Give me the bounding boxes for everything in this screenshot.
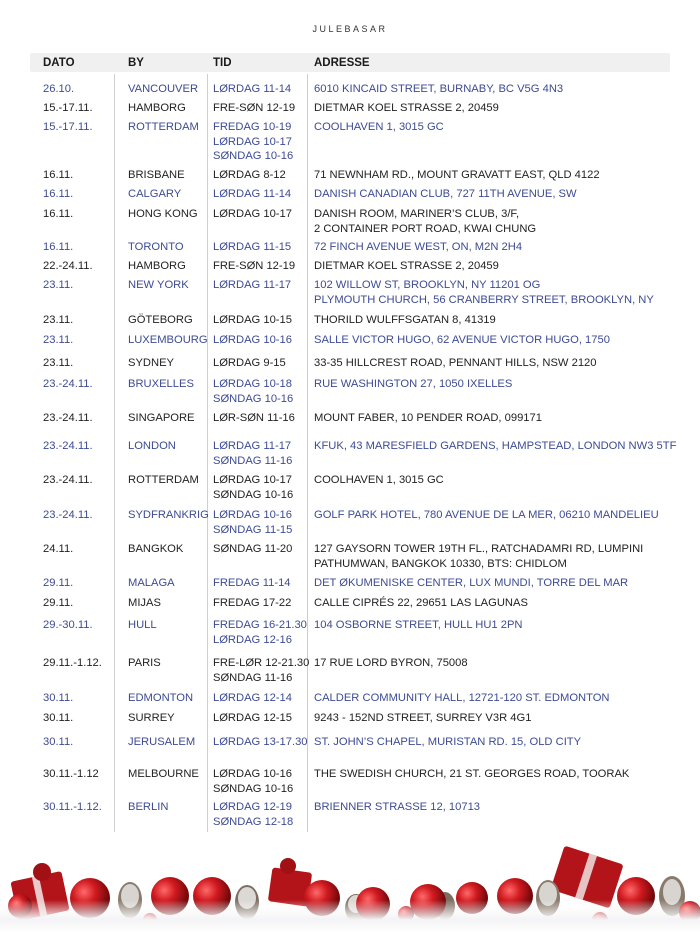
event-date: 16.11. (43, 169, 74, 181)
event-address (314, 278, 654, 307)
event-city: BANGKOK (128, 543, 184, 555)
event-time-line: FRE-LØR 12-21.30 (213, 657, 310, 669)
event-address-line: THE SWEDISH CHURCH, 21 ST. GEORGES ROAD, TOORAK (314, 768, 630, 780)
column-divider (307, 74, 308, 832)
event-time-line: SØNDAG 11-16 (213, 454, 293, 467)
event-address-line: KFUK, 43 MARESFIELD GARDENS, HAMPSTEAD, LONDON NW3 5TF (314, 440, 677, 452)
event-address-line: MOUNT FABER, 10 PENDER ROAD, 099171 (314, 412, 542, 424)
event-address (314, 767, 629, 782)
event-time-line: SØNDAG 10-16 (213, 150, 294, 162)
event-city: MIJAS (128, 597, 161, 609)
event-time-line: LØRDAG 12-14 (213, 692, 292, 704)
event-time (213, 207, 292, 222)
event-address (314, 240, 522, 255)
event-address (314, 356, 596, 371)
event-address-line: 2 CONTAINER PORT ROAD, KWAI CHUNG (314, 222, 537, 235)
event-time-line: LØRDAG 10-17 (213, 474, 292, 486)
column-divider (114, 74, 115, 832)
event-date: 23.-24.11. (43, 412, 93, 424)
event-time-line: LØRDAG 11-17 (213, 440, 292, 452)
event-time (213, 120, 293, 164)
event-time-line: LØRDAG 12-16 (213, 633, 292, 646)
event-address-line: 33-35 HILLCREST ROAD, PENNANT HILLS, NSW 2120 (314, 357, 597, 369)
event-city: EDMONTON (128, 692, 194, 704)
event-address-line: DIETMAR KOEL STRASSE 2, 20459 (314, 102, 499, 114)
event-address (314, 576, 628, 591)
event-address-line: DIETMAR KOEL STRASSE 2, 20459 (314, 260, 499, 272)
event-time-line: SØNDAG 11-20 (213, 543, 293, 555)
event-date: 24.11. (43, 543, 74, 555)
event-time-line: LØRDAG 9-15 (213, 357, 286, 369)
event-date: 15.-17.11. (43, 121, 93, 133)
event-address (314, 101, 499, 116)
event-time-line: LØRDAG 10-16 (213, 334, 292, 346)
event-date: 23.-24.11. (43, 474, 93, 486)
event-time-line: LØRDAG 11-15 (213, 241, 292, 253)
event-time-line: LØRDAG 12-19 (213, 801, 292, 813)
event-address-line: CALDER COMMUNITY HALL, 12721-120 ST. EDMONTON (314, 692, 610, 704)
event-address (314, 411, 542, 426)
event-address (314, 120, 444, 135)
event-address-line: COOLHAVEN 1, 3015 GC (314, 121, 444, 133)
event-time-line: LØRDAG 10-15 (213, 314, 292, 326)
event-time-line: SØNDAG 10-16 (213, 782, 294, 795)
event-address (314, 187, 577, 202)
event-address-line: RUE WASHINGTON 27, 1050 IXELLES (314, 378, 513, 390)
event-address-line: 102 WILLOW ST, BROOKLYN, NY 11201 OG (314, 279, 541, 291)
event-time (213, 439, 292, 468)
event-time-line: LØRDAG 10-16 (213, 509, 292, 521)
event-date: 30.11.-1.12. (43, 801, 102, 813)
event-time-line: LØRDAG 8-12 (213, 169, 286, 181)
event-date: 23.-24.11. (43, 378, 93, 390)
event-time-line: LØRDAG 10-17 (213, 208, 292, 220)
event-time-line: FREDAG 11-14 (213, 577, 291, 589)
event-address (314, 168, 600, 183)
event-time-line: SØNDAG 10-16 (213, 392, 294, 405)
page-title: JULEBASAR (312, 24, 388, 34)
event-time (213, 656, 309, 685)
event-time-line: LØR-SØN 11-16 (213, 412, 295, 424)
event-date: 30.11.-1.12 (43, 768, 99, 780)
event-city: HULL (128, 619, 157, 631)
event-date: 29.11. (43, 597, 74, 609)
event-city: SURREY (128, 712, 175, 724)
event-date: 16.11. (43, 241, 74, 253)
event-date: 30.11. (43, 692, 74, 704)
event-city: HAMBORG (128, 260, 186, 272)
event-time (213, 711, 292, 726)
event-address-line: CALLE CIPRÉS 22, 29651 LAS LAGUNAS (314, 597, 528, 609)
event-time-line: SØNDAG 11-16 (213, 671, 293, 684)
event-time-line: LØRDAG 10-17 (213, 135, 292, 148)
header-date: DATO (43, 57, 75, 69)
event-date: 16.11. (43, 208, 74, 220)
event-time-line: LØRDAG 13-17.30 (213, 736, 308, 748)
event-time (213, 333, 292, 348)
event-time-line: SØNDAG 11-15 (213, 523, 293, 536)
event-date: 23.-24.11. (43, 440, 93, 452)
event-time-line: FRE-SØN 12-19 (213, 260, 296, 272)
event-time-line: FREDAG 10-19 (213, 121, 292, 133)
event-address-line: DET ØKUMENISKE CENTER, LUX MUNDI, TORRE DEL MAR (314, 577, 629, 589)
event-address (314, 618, 523, 633)
event-address (314, 333, 610, 348)
event-city: ROTTERDAM (128, 121, 199, 133)
event-time (213, 168, 286, 183)
event-address (314, 508, 659, 523)
event-address (314, 439, 676, 454)
event-city: VANCOUVER (128, 83, 199, 95)
event-city: CALGARY (128, 188, 182, 200)
event-address-line: PATHUMWAN, BANGKOK 10330, BTS: CHIDLOM (314, 557, 567, 570)
event-time (213, 618, 307, 647)
event-date: 15.-17.11. (43, 102, 93, 114)
event-time-line: LØRDAG 11-17 (213, 279, 292, 291)
event-time (213, 187, 291, 202)
event-time (213, 596, 291, 611)
event-date: 22.-24.11. (43, 260, 93, 272)
event-city: BERLIN (128, 801, 169, 813)
event-city: GÖTEBORG (128, 314, 193, 326)
event-address (314, 82, 563, 97)
event-time (213, 767, 293, 796)
event-address (314, 313, 496, 328)
event-address-line: 17 RUE LORD BYRON, 75008 (314, 657, 468, 669)
event-address (314, 735, 581, 750)
event-date: 30.11. (43, 712, 74, 724)
event-address-line: PLYMOUTH CHURCH, 56 CRANBERRY STREET, BROOKLYN, NY (314, 293, 654, 306)
event-address (314, 259, 499, 274)
event-time-line: FREDAG 16-21.30 (213, 619, 307, 631)
event-date: 29.11. (43, 577, 74, 589)
event-time (213, 473, 293, 502)
event-time (213, 313, 292, 328)
event-city: SYDFRANKRIG (128, 509, 209, 521)
event-address-line: ST. JOHN’S CHAPEL, MURISTAN RD. 15, OLD CITY (314, 736, 582, 748)
event-address-line: DANISH ROOM, MARINER’S CLUB, 3/F, (314, 208, 520, 220)
event-time (213, 508, 292, 537)
event-time (213, 691, 292, 706)
event-address (314, 656, 468, 671)
event-city: TORONTO (128, 241, 184, 253)
event-date: 23.-24.11. (43, 509, 93, 521)
event-time-line: LØRDAG 11-14 (213, 188, 292, 200)
event-city: MELBOURNE (128, 768, 199, 780)
header-city: BY (128, 57, 144, 69)
event-address-line: DANISH CANADIAN CLUB, 727 11TH AVENUE, SW (314, 188, 577, 200)
event-address-line: SALLE VICTOR HUGO, 62 AVENUE VICTOR HUGO, 1750 (314, 334, 610, 346)
event-city: SYDNEY (128, 357, 175, 369)
event-address (314, 377, 512, 392)
event-address-line: BRIENNER STRASSE 12, 10713 (314, 801, 481, 813)
event-time-line: LØRDAG 10-18 (213, 378, 292, 390)
event-address-line: 72 FINCH AVENUE WEST, ON, M2N 2H4 (314, 241, 523, 253)
event-date: 29.-30.11. (43, 619, 93, 631)
event-time (213, 735, 308, 750)
event-date: 23.11. (43, 334, 74, 346)
event-time-line: SØNDAG 10-16 (213, 488, 294, 501)
event-city: HONG KONG (128, 208, 198, 220)
header-time: TID (213, 57, 232, 69)
event-address-line: THORILD WULFFSGATAN 8, 41319 (314, 314, 496, 326)
event-address (314, 542, 643, 571)
event-address (314, 596, 528, 611)
event-date: 23.11. (43, 279, 74, 291)
snow-ground (0, 900, 700, 933)
event-city: MALAGA (128, 577, 175, 589)
event-date: 16.11. (43, 188, 74, 200)
event-city: PARIS (128, 657, 161, 669)
event-address-line: 127 GAYSORN TOWER 19TH FL., RATCHADAMRI RD, LUMPINI (314, 543, 644, 555)
event-city: JERUSALEM (128, 736, 196, 748)
event-address (314, 800, 480, 815)
event-time (213, 259, 295, 274)
event-time (213, 240, 291, 255)
event-address-line: 9243 - 152ND STREET, SURREY V3R 4G1 (314, 712, 532, 724)
christmas-ornaments-decoration (0, 840, 700, 933)
event-time (213, 411, 295, 426)
event-time-line: FREDAG 17-22 (213, 597, 292, 609)
event-time (213, 356, 286, 371)
header-address: ADRESSE (314, 57, 370, 69)
event-city: ROTTERDAM (128, 474, 199, 486)
event-address (314, 473, 444, 488)
event-time-line: LØRDAG 10-16 (213, 768, 292, 780)
event-date: 26.10. (43, 83, 75, 95)
event-address-line: GOLF PARK HOTEL, 780 AVENUE DE LA MER, 06210 MANDELIEU (314, 509, 659, 521)
event-address-line: 104 OSBORNE STREET, HULL HU1 2PN (314, 619, 523, 631)
event-date: 30.11. (43, 736, 74, 748)
event-date: 23.11. (43, 357, 74, 369)
gift-box-right (550, 846, 623, 909)
event-city: NEW YORK (128, 279, 189, 291)
event-time (213, 800, 293, 829)
event-city: LUXEMBOURG (128, 334, 208, 346)
event-address (314, 691, 610, 706)
event-time (213, 542, 292, 557)
event-address-line: 6010 KINCAID STREET, BURNABY, BC V5G 4N3 (314, 83, 564, 95)
event-address-line: COOLHAVEN 1, 3015 GC (314, 474, 444, 486)
event-time-line: LØRDAG 11-14 (213, 83, 292, 95)
event-date: 23.11. (43, 314, 74, 326)
event-time (213, 278, 291, 293)
event-city: BRUXELLES (128, 378, 194, 390)
event-time-line: FRE-SØN 12-19 (213, 102, 296, 114)
event-city: BRISBANE (128, 169, 185, 181)
event-city: SINGAPORE (128, 412, 195, 424)
event-time (213, 82, 291, 97)
event-date: 29.11.-1.12. (43, 657, 102, 669)
event-time (213, 101, 295, 116)
event-address (314, 207, 536, 236)
event-time-line: LØRDAG 12-15 (213, 712, 292, 724)
event-time-line: SØNDAG 12-18 (213, 815, 294, 828)
event-time (213, 377, 293, 406)
column-divider (207, 74, 208, 832)
event-address-line: 71 NEWNHAM RD., MOUNT GRAVATT EAST, QLD 4122 (314, 169, 600, 181)
event-city: LONDON (128, 440, 176, 452)
event-city: HAMBORG (128, 102, 186, 114)
event-time (213, 576, 291, 591)
event-address (314, 711, 531, 726)
